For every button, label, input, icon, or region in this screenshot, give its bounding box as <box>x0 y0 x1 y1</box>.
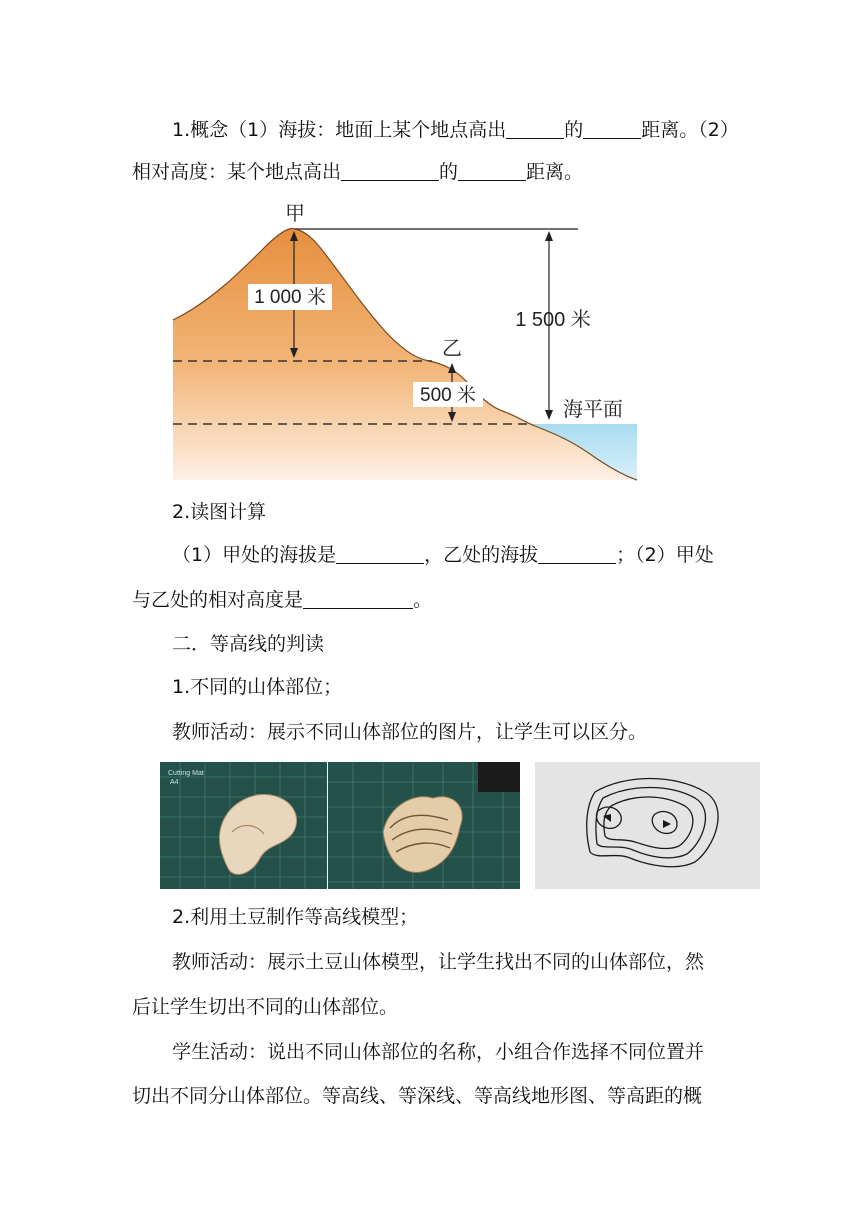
land-area <box>173 229 637 480</box>
mat-label: A4 <box>170 779 179 786</box>
calc-text-2b: 。 <box>413 589 433 611</box>
item-2: 2.利用土豆制作等高线模型； <box>172 906 419 928</box>
blank[interactable] <box>583 118 641 139</box>
section-heading: 二．等高线的判读 <box>172 633 325 655</box>
student-activity-line-2: 切出不同分山体部位。等高线、等深线、等高线地形图、等高距的概 <box>132 1085 703 1107</box>
concept-text-1c: 距离。（2） <box>641 119 739 141</box>
calc-line-2 <box>132 588 432 612</box>
calc-line-1 <box>172 543 714 567</box>
concept-text-2a: 相对高度：某个地点高出 <box>132 161 342 183</box>
blank[interactable] <box>341 160 439 181</box>
item-1: 1.不同的山体部位； <box>172 676 343 698</box>
calc-text-2a: 与乙处的相对高度是 <box>132 589 304 611</box>
label-500: 500 米 <box>420 385 476 406</box>
calc-text-1a: （1）甲处的海拔是 <box>172 544 337 566</box>
calc-text-1c: ；（2）甲处 <box>616 544 714 566</box>
elevation-diagram <box>170 202 640 482</box>
label-sea-level: 海平面 <box>563 397 623 421</box>
contour-drawing-photo <box>535 762 760 889</box>
label-1000: 1 000 米 <box>254 287 326 308</box>
blank[interactable] <box>303 588 413 609</box>
blank[interactable] <box>506 118 564 139</box>
teacher-activity-2-line-2: 后让学生切出不同的山体部位。 <box>132 996 399 1018</box>
calc-text-1b: ，乙处的海拔 <box>424 544 539 566</box>
calc-heading: 2.读图计算 <box>172 501 267 523</box>
concept-line-2 <box>132 160 583 184</box>
label-yi: 乙 <box>442 336 462 360</box>
label-1500: 1 500 米 <box>515 309 591 331</box>
blank[interactable] <box>538 543 616 564</box>
concept-text-2b: 的 <box>439 161 459 183</box>
concept-text-1b: 的 <box>564 119 584 141</box>
teacher-activity-2-line-1: 教师活动：展示土豆山体模型，让学生找出不同的山体部位，然 <box>172 951 705 973</box>
concept-line-1 <box>172 118 739 142</box>
student-activity-line-1: 学生活动：说出不同山体部位的名称，小组合作选择不同位置并 <box>172 1041 705 1063</box>
potato-photo-2 <box>328 762 520 889</box>
concept-text-1a: 1.概念（1）海拔：地面上某个地点高出 <box>172 119 507 141</box>
arrow-head <box>545 410 553 420</box>
label-jia: 甲 <box>285 202 305 225</box>
concept-text-2c: 距离。 <box>526 161 584 183</box>
teacher-activity-1: 教师活动：展示不同山体部位的图片，让学生可以区分。 <box>172 721 648 743</box>
blank[interactable] <box>336 543 424 564</box>
blank[interactable] <box>458 160 526 181</box>
arrow-head <box>545 231 553 241</box>
mat-label: Cutting Mat <box>168 770 204 777</box>
potato-photo-1 <box>160 762 327 889</box>
